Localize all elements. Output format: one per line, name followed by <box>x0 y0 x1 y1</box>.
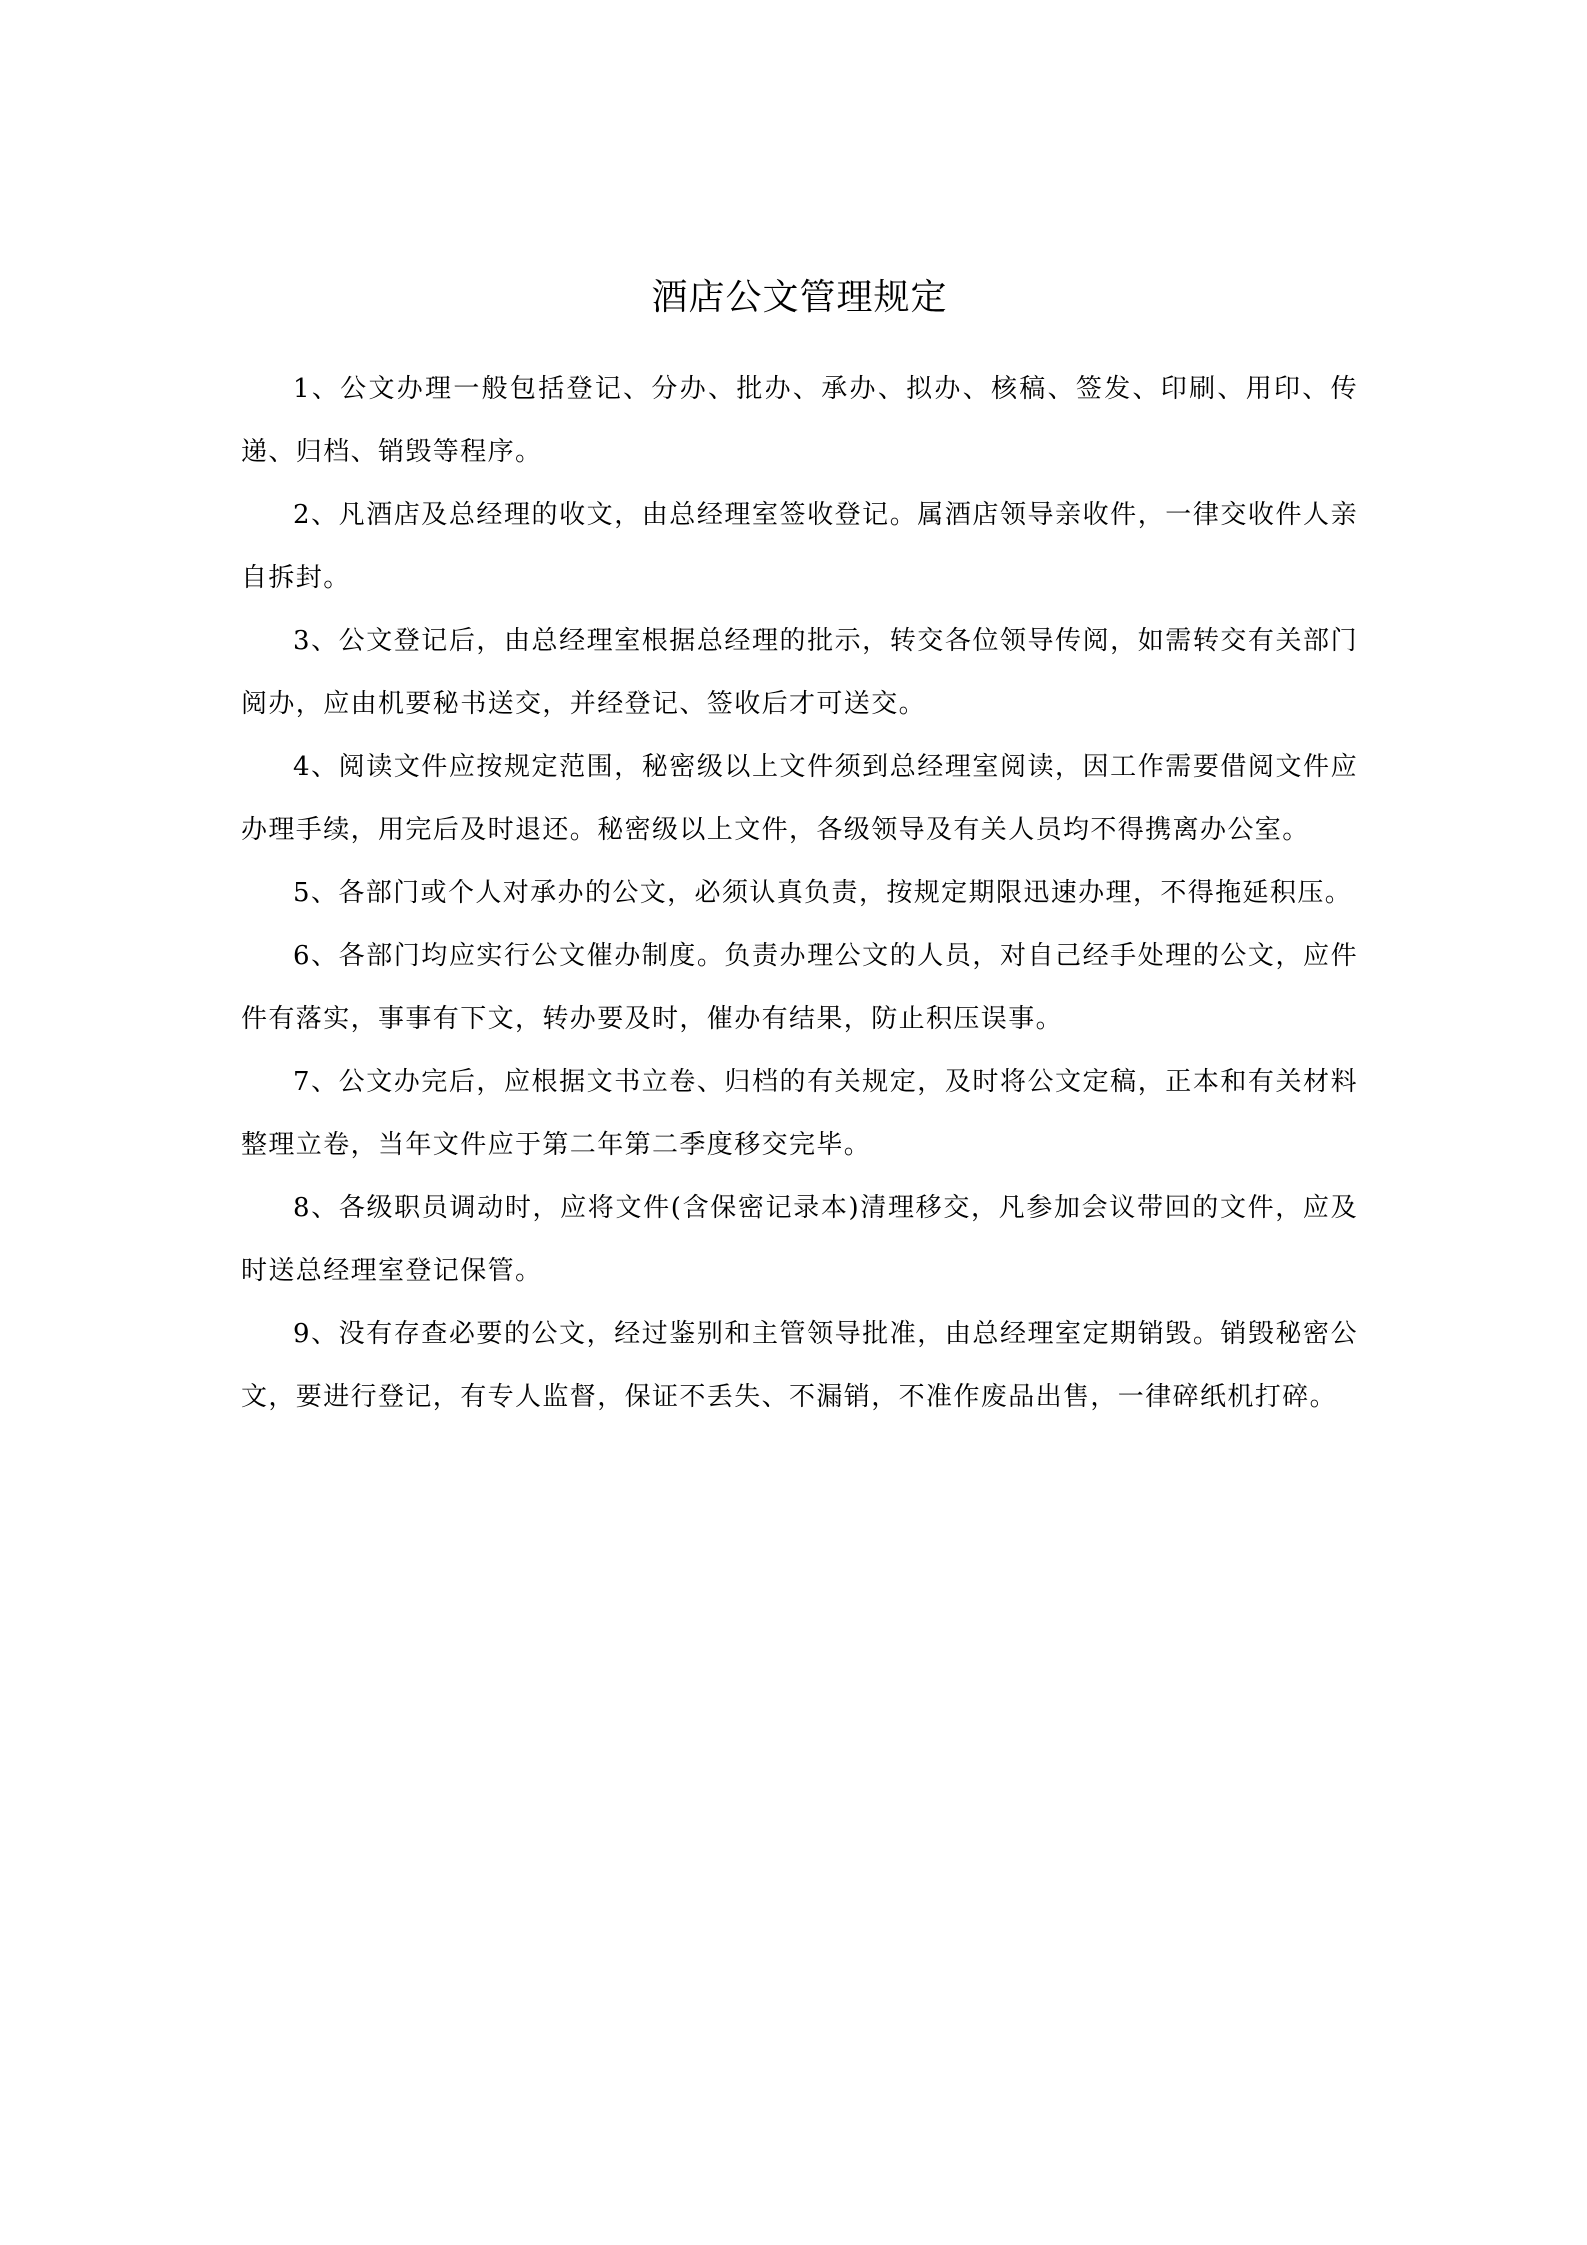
rule-paragraph-1: 1、公文办理一般包括登记、分办、批办、承办、拟办、核稿、签发、印刷、用印、传递、归档、销毁等程序。 <box>241 374 1358 467</box>
document-body <box>241 358 1358 1429</box>
rule-paragraph-7: 7、公文办完后，应根据文书立卷、归档的有关规定，及时将公文定稿，正本和有关材料整理立卷，当年文件应于第二年第二季度移交完毕。 <box>241 1067 1358 1160</box>
rule-paragraph-4: 4、阅读文件应按规定范围，秘密级以上文件须到总经理室阅读，因工作需要借阅文件应办理手续，用完后及时退还。秘密级以上文件，各级领导及有关人员均不得携离办公室。 <box>241 752 1358 845</box>
document-page <box>241 268 1358 1429</box>
rule-paragraph-5: 5、各部门或个人对承办的公文，必须认真负责，按规定期限迅速办理，不得拖延积压。 <box>293 878 1353 908</box>
document-title: 酒店公文管理规定 <box>651 277 948 318</box>
rule-paragraph-6: 6、各部门均应实行公文催办制度。负责办理公文的人员，对自己经手处理的公文，应件件有落实，事事有下文，转办要及时，催办有结果，防止积压误事。 <box>241 941 1358 1034</box>
rule-paragraph-3: 3、公文登记后，由总经理室根据总经理的批示，转交各位领导传阅，如需转交有关部门阅办，应由机要秘书送交，并经登记、签收后才可送交。 <box>241 626 1358 719</box>
rule-paragraph-8: 8、各级职员调动时，应将文件(含保密记录本)清理移交，凡参加会议带回的文件，应及时送总经理室登记保管。 <box>241 1193 1358 1286</box>
rule-paragraph-9: 9、没有存查必要的公文，经过鉴别和主管领导批准，由总经理室定期销毁。销毁秘密公文，要进行登记，有专人监督，保证不丢失、不漏销，不准作废品出售，一律碎纸机打碎。 <box>241 1319 1358 1412</box>
rule-paragraph-2: 2、凡酒店及总经理的收文，由总经理室签收登记。属酒店领导亲收件，一律交收件人亲自拆封。 <box>241 500 1358 593</box>
